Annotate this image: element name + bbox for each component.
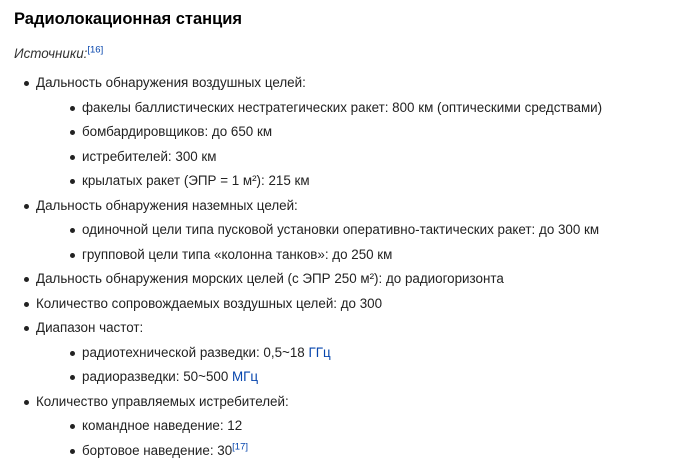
list-item-text: истребителей: 300 км <box>82 148 217 164</box>
bullet-icon <box>70 179 75 184</box>
list-item <box>14 292 687 317</box>
bullet-icon <box>24 302 29 307</box>
list-item-text: Количество управляемых истребителей: <box>36 393 289 409</box>
unit-link[interactable]: МГц <box>232 369 259 384</box>
sub-list-item <box>60 341 687 366</box>
list-item-text: Диапазон частот: <box>36 320 144 335</box>
list-item <box>14 71 687 194</box>
sub-list <box>36 96 687 194</box>
bullet-icon <box>24 81 29 86</box>
bullet-icon <box>24 204 29 209</box>
bullet-icon <box>70 130 75 135</box>
bullet-icon <box>70 375 75 380</box>
list-item-text: радиоразведки: 50~500 <box>82 369 233 384</box>
reference-link[interactable]: [16] <box>87 44 104 56</box>
unit-link[interactable]: ГГц <box>308 344 331 360</box>
list-item-text: факелы баллистических нестратегических ракет: 800 км (оптическими средствами) <box>82 99 603 115</box>
sources-label: Источники: <box>14 46 88 61</box>
section-title: Радиолокационная станция <box>14 10 243 28</box>
bullet-icon <box>70 424 75 429</box>
list-item-text: Дальность обнаружения наземных целей: <box>36 197 298 213</box>
bullet-icon <box>70 106 75 111</box>
list-item-text: одиночной цели типа пусковой установки оперативно-тактических ракет: до 300 км <box>82 222 600 237</box>
list-item <box>14 316 687 390</box>
bullet-icon <box>70 253 75 258</box>
sub-list-item <box>60 414 687 439</box>
sub-list <box>36 218 687 267</box>
list-item-text: бомбардировщиков: до 650 км <box>82 124 273 139</box>
bullet-icon <box>24 326 29 331</box>
list-item-text: групповой цели типа «колонна танков»: до 250 км <box>82 246 393 262</box>
list-item-text: радиотехнической разведки: 0,5~18 <box>82 344 309 360</box>
sub-list-item <box>60 96 687 121</box>
list-item <box>14 267 687 292</box>
sub-list-item <box>60 365 687 390</box>
list-item-text: Дальность обнаружения морских целей (с ЭПР 250 м²): до радиогоризонта <box>36 271 504 286</box>
sources-line <box>14 45 687 63</box>
list-item-text: бортовое наведение: 30 <box>82 442 233 458</box>
sub-list-item <box>60 243 687 268</box>
bullet-icon <box>70 449 75 454</box>
list-item-text: Дальность обнаружения воздушных целей: <box>36 75 306 90</box>
sub-list <box>36 341 687 390</box>
sub-list-item <box>60 218 687 243</box>
sub-list-item <box>60 145 687 170</box>
bullet-icon <box>24 400 29 405</box>
list-item-text: крылатых ракет (ЭПР = 1 м²): 215 км <box>82 173 310 188</box>
spec-list <box>14 71 687 463</box>
list-item-text: командное наведение: 12 <box>82 418 243 433</box>
bullet-icon <box>70 351 75 356</box>
sub-list-item <box>60 439 687 464</box>
bullet-icon <box>70 155 75 160</box>
sub-list-item <box>60 169 687 194</box>
reference-link[interactable]: [17] <box>232 441 249 453</box>
bullet-icon <box>70 228 75 233</box>
list-item <box>14 390 687 464</box>
sub-list-item <box>60 120 687 145</box>
bullet-icon <box>24 277 29 282</box>
sub-list <box>36 414 687 463</box>
list-item <box>14 194 687 268</box>
list-item-text: Количество сопровождаемых воздушных целей: до 300 <box>36 295 383 311</box>
